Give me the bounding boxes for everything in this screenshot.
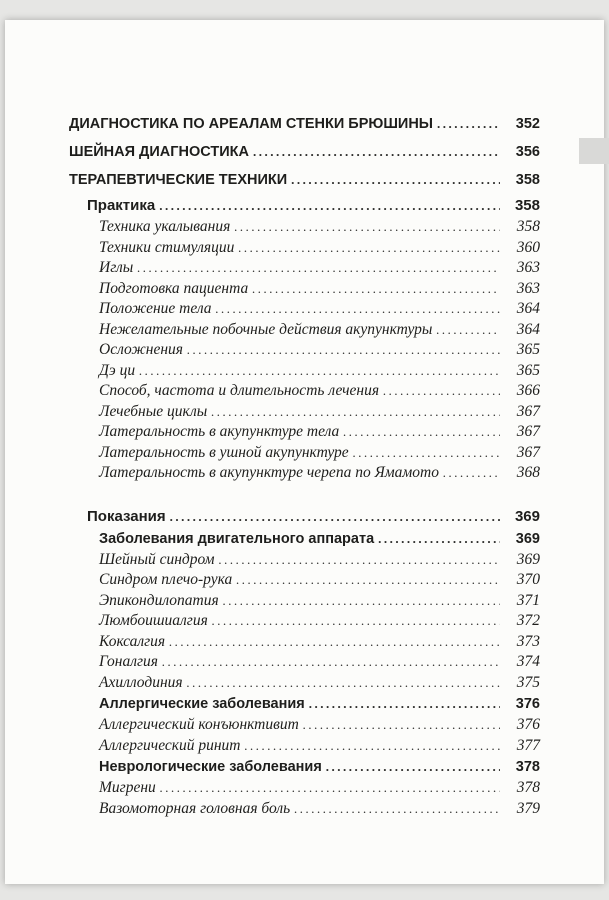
toc-entry xyxy=(99,340,540,361)
toc-entry xyxy=(99,422,540,443)
toc-entry-label: Шейный синдром xyxy=(99,550,215,568)
toc-entry-page: 376 xyxy=(516,716,540,733)
toc-entry-label: ШЕЙНАЯ ДИАГНОСТИКА xyxy=(69,144,249,160)
dot-leader xyxy=(326,756,500,778)
toc-list xyxy=(69,110,540,819)
toc-entry xyxy=(99,361,540,382)
toc-entry xyxy=(87,194,540,217)
toc-entry-page: 378 xyxy=(515,759,540,775)
toc-entry-label: Латеральность в ушной акупунктуре xyxy=(99,443,349,461)
dot-leader xyxy=(436,320,500,341)
toc-entry xyxy=(69,138,540,166)
toc-entry xyxy=(99,528,540,550)
dot-leader xyxy=(238,238,500,259)
toc-entry xyxy=(99,299,540,320)
dot-leader xyxy=(353,443,500,464)
toc-entry xyxy=(99,591,540,612)
toc-entry xyxy=(69,110,540,138)
dot-leader xyxy=(219,550,500,571)
dot-leader xyxy=(294,799,500,820)
toc-entry xyxy=(99,279,540,300)
dot-leader xyxy=(139,361,500,382)
toc-entry-page: 364 xyxy=(516,300,540,317)
dot-leader xyxy=(170,505,500,528)
toc-entry xyxy=(99,632,540,653)
dot-leader xyxy=(137,258,500,279)
toc-entry xyxy=(99,778,540,799)
toc-entry xyxy=(69,166,540,194)
toc-entry-page: 369 xyxy=(515,530,540,547)
toc-entry xyxy=(99,611,540,632)
toc-entry-label: ДИАГНОСТИКА ПО АРЕАЛАМ СТЕНКИ БРЮШИНЫ xyxy=(69,116,433,132)
dot-leader xyxy=(211,402,500,423)
toc-entry-page: 370 xyxy=(516,571,540,588)
toc-entry-label: Неврологические заболевания xyxy=(99,759,322,775)
dot-leader xyxy=(309,693,500,715)
toc-entry xyxy=(99,550,540,571)
toc-entry xyxy=(99,693,540,715)
toc-entry-page: 358 xyxy=(514,197,540,214)
dot-leader xyxy=(169,632,500,653)
toc-entry-page: 360 xyxy=(516,238,540,256)
toc-entry-page: 375 xyxy=(516,673,540,691)
toc-entry-label: Синдром плечо-рука xyxy=(99,571,233,588)
toc-entry-page: 377 xyxy=(516,736,540,754)
toc-entry-page: 363 xyxy=(516,259,540,276)
toc-entry-page: 369 xyxy=(516,550,540,568)
toc-entry-page: 379 xyxy=(516,799,540,817)
toc-entry-label: Коксалгия xyxy=(99,632,166,650)
toc-entry xyxy=(99,715,540,736)
dot-leader xyxy=(252,279,500,300)
toc-entry-page: 368 xyxy=(516,464,540,481)
toc-entry-page: 365 xyxy=(516,361,540,379)
dot-leader xyxy=(212,611,500,632)
toc-entry xyxy=(99,673,540,694)
toc-entry-page: 376 xyxy=(515,696,540,712)
toc-entry-label: Аллергический ринит xyxy=(99,736,241,754)
toc-entry-page: 358 xyxy=(516,218,540,235)
toc-entry-label: Иглы xyxy=(99,259,134,276)
toc-entry-label: Осложнения xyxy=(99,341,184,358)
dot-leader xyxy=(187,340,500,361)
toc-entry-label: Техники стимуляции xyxy=(99,238,235,256)
toc-entry-page: 366 xyxy=(516,382,540,399)
toc-entry xyxy=(99,238,540,259)
toc-entry-page: 352 xyxy=(515,116,540,132)
toc-entry-label: Подготовка пациента xyxy=(99,279,249,297)
toc-entry-label: Практика xyxy=(87,197,156,214)
dot-leader xyxy=(253,138,500,166)
toc-entry-label: Эпикондилопатия xyxy=(99,591,219,609)
toc-entry-label: Люмбоишиалгия xyxy=(99,612,208,629)
toc-entry-page: 378 xyxy=(516,779,540,796)
toc-entry-label: Дэ ци xyxy=(99,361,136,379)
toc-entry-label: Положение тела xyxy=(99,300,212,317)
toc-entry-label: Латеральность в акупунктуре тела xyxy=(99,423,340,440)
toc-entry-page: 356 xyxy=(515,144,540,160)
toc-entry-label: Гоналгия xyxy=(99,653,158,670)
toc-entry-label: Заболевания двигательного аппарата xyxy=(99,530,375,547)
toc-entry-page: 367 xyxy=(516,443,540,461)
dot-leader xyxy=(443,463,500,484)
toc-entry-label: Аллергический конъюнктивит xyxy=(99,716,299,733)
toc-entry-page: 367 xyxy=(516,423,540,440)
toc-entry xyxy=(99,381,540,402)
dot-leader xyxy=(216,299,500,320)
toc-entry xyxy=(99,570,540,591)
toc-entry-label: Лечебные циклы xyxy=(99,402,208,420)
dot-leader xyxy=(291,166,500,194)
toc-entry-page: 363 xyxy=(516,279,540,297)
toc-entry xyxy=(99,258,540,279)
dot-leader xyxy=(245,736,500,757)
toc-entry-label: ТЕРАПЕВТИЧЕСКИЕ ТЕХНИКИ xyxy=(69,172,288,188)
toc-entry xyxy=(99,320,540,341)
toc-entry xyxy=(99,736,540,757)
toc-entry xyxy=(99,443,540,464)
toc-entry-label: Нежелательные побочные действия акупунктуры xyxy=(99,320,433,338)
toc-entry-label: Ахиллодиния xyxy=(99,673,183,691)
toc-entry-page: 367 xyxy=(516,402,540,420)
toc-entry xyxy=(87,505,540,528)
toc-entry-page: 371 xyxy=(516,591,540,609)
dot-leader xyxy=(378,528,500,550)
dot-leader xyxy=(437,110,500,138)
toc-entry-page: 364 xyxy=(516,320,540,338)
toc-entry-label: Способ, частота и длительность лечения xyxy=(99,382,380,399)
toc-entry-page: 373 xyxy=(516,632,540,650)
toc-entry-label: Техника укалывания xyxy=(99,218,231,235)
book-page xyxy=(5,20,604,884)
toc-entry-label: Латеральность в акупунктуре черепа по Ямамото xyxy=(99,464,439,481)
dot-leader xyxy=(303,715,500,736)
dot-leader xyxy=(234,217,500,238)
toc-entry xyxy=(99,756,540,778)
dot-leader xyxy=(236,570,500,591)
toc-entry-page: 374 xyxy=(516,653,540,670)
dot-leader xyxy=(160,778,500,799)
toc-entry-label: Вазомоторная головная боль xyxy=(99,799,291,817)
toc-entry-label: Мигрени xyxy=(99,779,156,796)
dot-leader xyxy=(162,652,500,673)
toc-entry-label: Показания xyxy=(87,507,166,525)
toc-entry xyxy=(99,217,540,238)
toc-entry xyxy=(99,463,540,484)
toc-entry-page: 369 xyxy=(514,507,540,525)
dot-leader xyxy=(383,381,500,402)
scan-artifact xyxy=(579,138,609,164)
dot-leader xyxy=(223,591,500,612)
toc-entry-page: 358 xyxy=(515,172,540,188)
toc-entry-page: 365 xyxy=(516,341,540,358)
toc-entry-label: Аллергические заболевания xyxy=(99,696,305,712)
toc-entry-page: 372 xyxy=(516,612,540,629)
dot-leader xyxy=(187,673,500,694)
dot-leader xyxy=(343,422,500,443)
toc-entry xyxy=(99,652,540,673)
toc-entry xyxy=(99,799,540,820)
toc-entry xyxy=(99,402,540,423)
dot-leader xyxy=(159,194,500,217)
